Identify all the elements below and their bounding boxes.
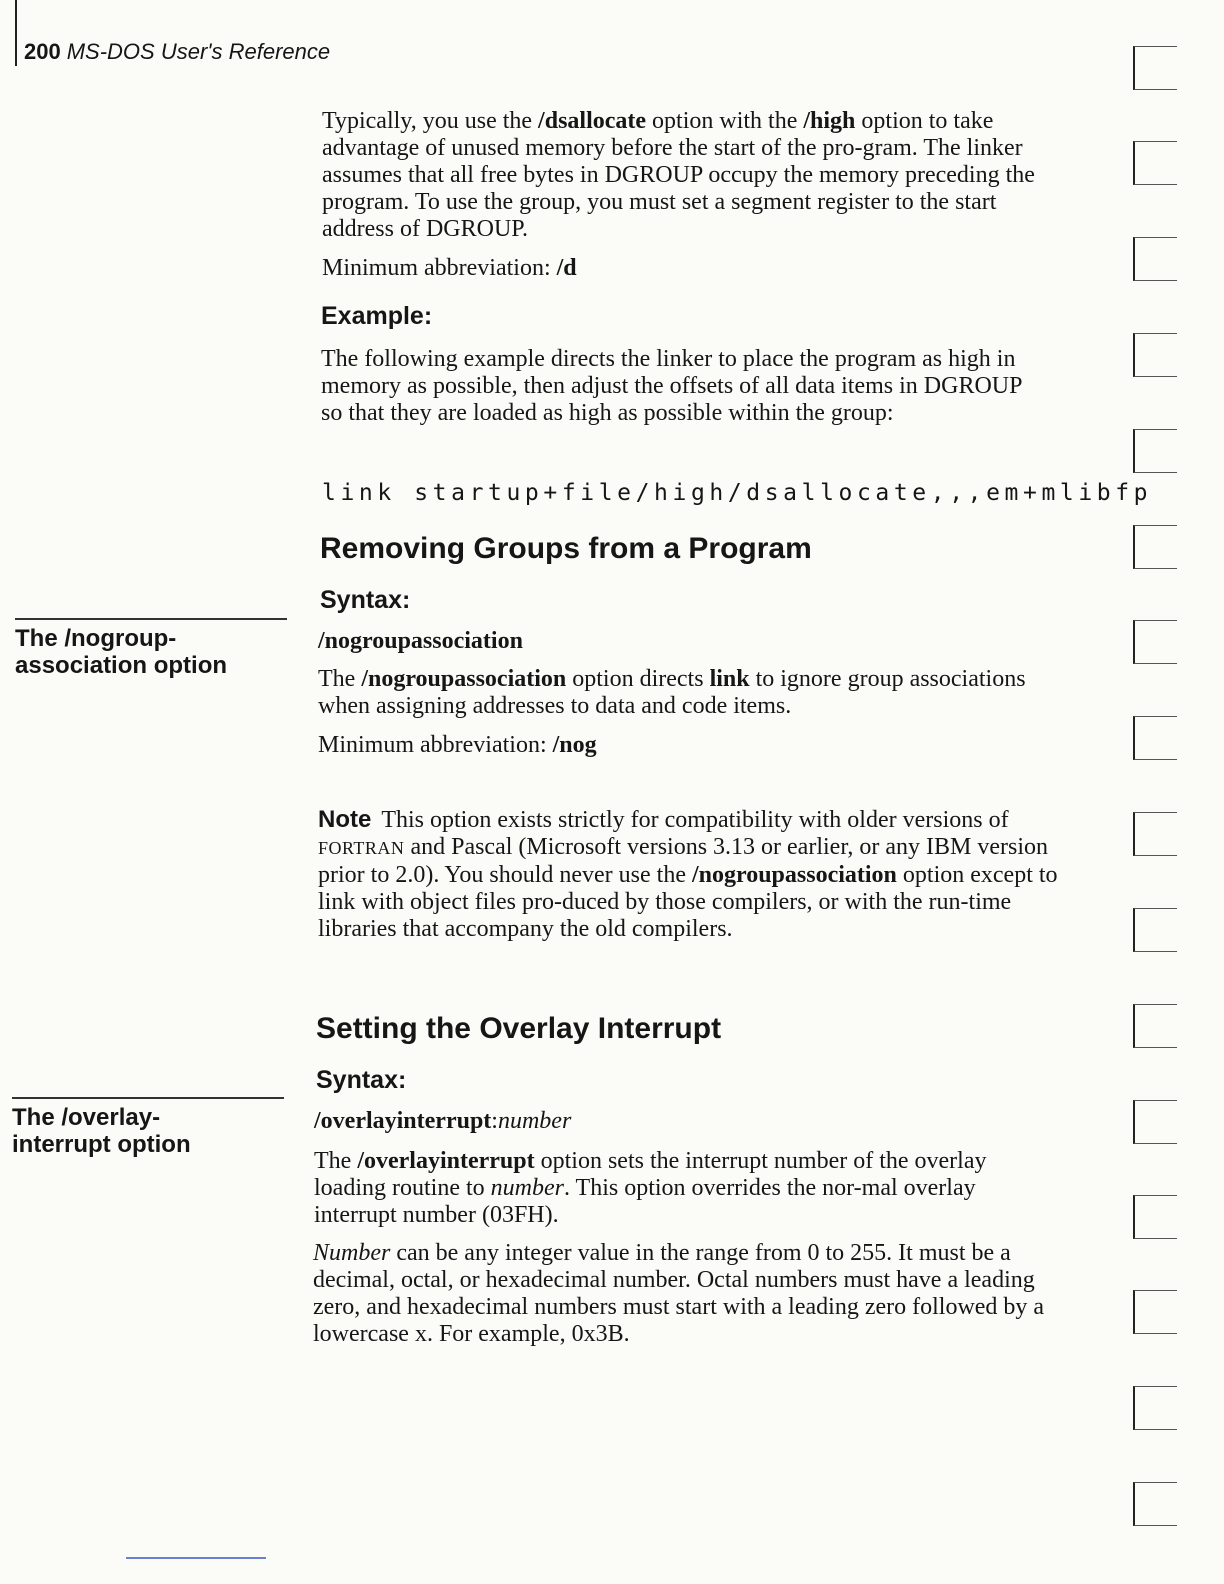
text-run: The xyxy=(314,1148,358,1174)
index-tab xyxy=(1133,908,1177,952)
bold-term: /dsallocate xyxy=(538,108,647,134)
index-tab xyxy=(1133,1100,1177,1144)
text-run: option except to link with object files pro-duced by those compilers, or with the run-time libraries that accompany the old compilers. xyxy=(318,862,1058,942)
number-paragraph xyxy=(313,1240,1048,1348)
italic-term: Number xyxy=(313,1240,391,1266)
overlay-interrupt-heading: Setting the Overlay Interrupt xyxy=(316,1012,722,1045)
page-number: 200 xyxy=(24,39,61,64)
index-tab xyxy=(1133,46,1177,90)
index-tab xyxy=(1133,812,1177,856)
index-tab xyxy=(1133,1386,1177,1430)
index-tab xyxy=(1133,620,1177,664)
bold-term: /high xyxy=(803,108,856,134)
bold-term: /nog xyxy=(552,732,597,758)
syntax-label-overlay: Syntax: xyxy=(316,1066,407,1094)
index-tab xyxy=(1133,237,1177,281)
text-run: The following example directs the linker to place the program as high in memory as possible, then adjust the offsets of all data items in DGROUP so that they are loaded as high as possible within the group: xyxy=(321,346,1022,426)
rich-text xyxy=(318,732,1043,759)
running-header xyxy=(24,39,330,65)
bold-term: /overlayinterrupt xyxy=(314,1108,492,1134)
text-run: to ignore group associations when assigning addresses to data and code items. xyxy=(318,666,1026,719)
side-rule-overlay xyxy=(12,1097,284,1099)
removing-groups-heading: Removing Groups from a Program xyxy=(320,532,812,565)
example-paragraph xyxy=(321,346,1046,427)
small-caps-term: FORTRAN xyxy=(318,838,405,858)
text-run: can be any integer value in the range from 0 to 255. It must be a decimal, octal, or hexadecimal number. Octal numbers must have a leading zero, and hexadecimal numbers must start with a leading zero followed by a lowercase x. For example, 0x3B. xyxy=(313,1240,1045,1347)
rich-text xyxy=(318,807,1058,942)
index-tab xyxy=(1133,429,1177,473)
text-run: Minimum abbreviation: xyxy=(318,732,553,758)
bold-term: /nogroupassociation xyxy=(361,666,567,692)
text-run: This option exists strictly for compatibility with older versions of xyxy=(381,807,1009,833)
index-tab xyxy=(1133,525,1177,569)
text-run: Minimum abbreviation: xyxy=(322,255,557,281)
rich-text xyxy=(313,1240,1048,1348)
italic-term: number xyxy=(497,1108,572,1134)
text-run: option to take advantage of unused memory before the start of the pro-gram. The linker assumes that all free bytes in DGROUP occupy the memory preceding the program. To use the group, you must set a segment register to the start address of DGROUP. xyxy=(322,108,1035,242)
index-tab xyxy=(1133,716,1177,760)
bold-term: /nogroupassociation xyxy=(691,862,897,888)
text-run: option directs xyxy=(566,666,710,692)
dsallocate-paragraph xyxy=(322,108,1047,243)
example-code: link startup+file/high/dsallocate,,,em+mlibfp xyxy=(322,480,1153,506)
note-block xyxy=(318,806,1058,943)
italic-term: number xyxy=(490,1175,564,1201)
rich-text xyxy=(318,666,1043,720)
note-label: Note xyxy=(318,806,372,833)
text-run: The xyxy=(318,666,362,692)
bottom-rule xyxy=(126,1557,266,1559)
book-title: MS-DOS User's Reference xyxy=(66,39,331,64)
bold-term: /overlayinterrupt xyxy=(357,1148,535,1174)
rich-text xyxy=(314,1148,1039,1229)
rich-text xyxy=(321,346,1046,427)
text-run: option with the xyxy=(646,108,804,134)
text-run: and Pascal (Microsoft versions 3.13 or earlier, or any IBM version prior to 2.0). You should never use the xyxy=(318,834,1048,888)
index-tab xyxy=(1133,1290,1177,1334)
side-label-nogroup: The /nogroup- association option xyxy=(15,625,228,679)
index-tab xyxy=(1133,1482,1177,1526)
rich-text xyxy=(318,628,1043,655)
nogroup-paragraph xyxy=(318,666,1043,720)
rich-text xyxy=(314,1108,1039,1135)
side-rule-nogroup xyxy=(15,618,287,620)
dsallocate-min-abbrev xyxy=(322,255,1047,282)
index-tab xyxy=(1133,1004,1177,1048)
index-tab xyxy=(1133,141,1177,185)
overlay-paragraph xyxy=(314,1148,1039,1229)
bold-term: /nogroupassociation xyxy=(318,628,523,654)
index-tab xyxy=(1133,1195,1177,1239)
bold-term: link xyxy=(709,666,750,692)
text-run: Typically, you use the xyxy=(322,108,539,134)
text-run: . This option overrides the nor-mal overlay interrupt number (03FH). xyxy=(314,1175,976,1228)
index-tab xyxy=(1133,333,1177,377)
nogroup-min-abbrev xyxy=(318,732,1043,759)
text-run: option sets the interrupt number of the overlay loading routine to xyxy=(314,1148,987,1201)
nogroup-syntax xyxy=(318,628,1043,655)
rich-text xyxy=(322,255,1047,282)
overlay-syntax xyxy=(314,1108,1039,1135)
text-run: : xyxy=(491,1108,498,1134)
side-label-overlay: The /overlay- interrupt option xyxy=(12,1104,191,1158)
syntax-label-nogroup: Syntax: xyxy=(320,586,411,614)
rich-text xyxy=(322,108,1047,243)
bold-term: /d xyxy=(556,255,577,281)
example-heading: Example: xyxy=(321,302,433,330)
page-edge-rule xyxy=(15,0,17,66)
